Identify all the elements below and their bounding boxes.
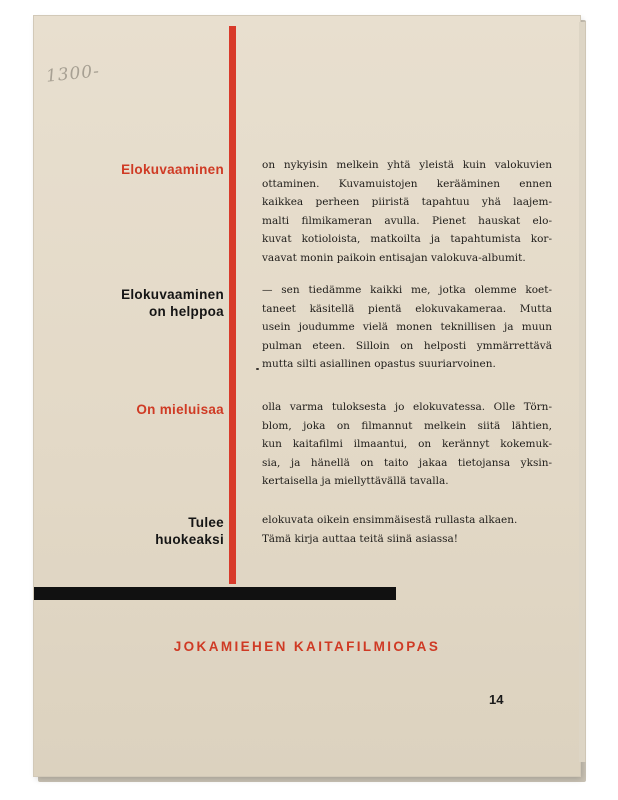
body-line: sia, ja hänellä on taito jakaa tietojansa yksin- bbox=[262, 456, 552, 469]
section-body-on-mieluisaa bbox=[262, 398, 552, 491]
section-body-elokuvaaminen bbox=[262, 156, 552, 268]
body-line: malti filmikameran avulla. Pienet hauskat elo- bbox=[262, 214, 552, 227]
heading-line: on helppoa bbox=[149, 304, 224, 319]
heading-line: Elokuvaaminen bbox=[121, 287, 224, 302]
body-line: ottaminen. Kuvamuistojen kerääminen ennen bbox=[262, 177, 552, 190]
section-heading-elokuvaaminen-on-helppoa bbox=[54, 286, 224, 320]
section-heading-on-mieluisaa bbox=[54, 401, 224, 418]
section-heading-elokuvaaminen bbox=[54, 161, 224, 178]
page-edge bbox=[579, 22, 586, 762]
body-line: on nykyisin melkein yhtä yleistä kuin valokuvien bbox=[262, 159, 552, 171]
heading-line: Tulee bbox=[188, 515, 224, 530]
body-line: — sen tiedämme kaikki me, jotka olemme koet- bbox=[262, 284, 552, 296]
paper-speck bbox=[256, 368, 259, 370]
section-body-elokuvaaminen-on-helppoa bbox=[262, 281, 552, 374]
book-title: JOKAMIEHEN KAITAFILMIOPAS bbox=[173, 639, 441, 654]
body-line: mutta silti asiallinen opastus suuriarvoinen. bbox=[262, 358, 496, 371]
page-number: 14 bbox=[489, 692, 504, 707]
body-line: kaikkea perheen piiristä tapahtuu yhä laajem- bbox=[262, 196, 552, 209]
body-line: vaavat monin paikoin entisajan valokuva-albumit. bbox=[262, 251, 526, 264]
body-line: kertaisella ja miellyttävällä tavalla. bbox=[262, 475, 449, 488]
pencil-handwriting: 1300- bbox=[45, 61, 101, 87]
body-line: taneet käsitellä pientä elokuvakameraa. Mutta bbox=[262, 302, 552, 315]
heading-line: On mieluisaa bbox=[136, 402, 224, 417]
section-body-tulee-huokeaksi bbox=[262, 511, 552, 548]
body-line: blom, joka on filmannut melkein siitä lähtien, bbox=[262, 419, 552, 432]
heading-line: huokeaksi bbox=[155, 532, 224, 547]
body-line: kun kaitafilmi ilmaantui, on kerännyt kokemuk- bbox=[262, 438, 552, 451]
horizontal-black-bar bbox=[34, 587, 396, 600]
book-back-cover bbox=[34, 16, 580, 776]
body-line: elokuvata oikein ensimmäisestä rullasta alkaen. bbox=[262, 514, 518, 526]
body-line: Tämä kirja auttaa teitä siinä asiassa! bbox=[262, 532, 459, 545]
body-line: pulman eteen. Silloin on helposti ymmärrettävä bbox=[262, 339, 552, 352]
section-heading-tulee-huokeaksi bbox=[54, 514, 224, 548]
body-line: olla varma tuloksesta jo elokuvatessa. Olle Törn- bbox=[262, 401, 552, 413]
vertical-red-rule bbox=[229, 26, 236, 584]
body-line: kuvat kotioloista, matkoilta ja tapahtumista kor- bbox=[262, 233, 552, 246]
heading-line: Elokuvaaminen bbox=[121, 162, 224, 177]
body-line: usein joudumme vielä monen teknillisen ja muun bbox=[262, 321, 552, 334]
